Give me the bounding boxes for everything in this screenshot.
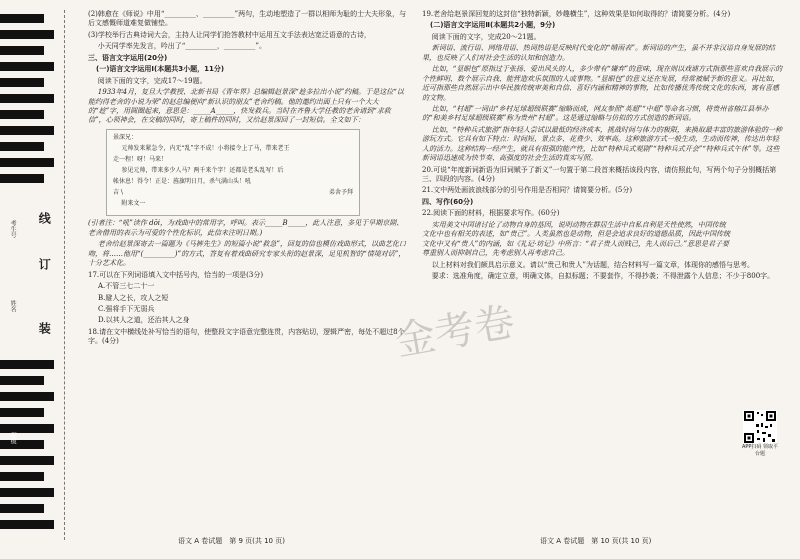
passage2-paragraph-2: 比如，“显眼包”原指过于张扬、爱出风头的人，多少带有“嫌弃”的意味，现在则以戏谑方式指那些喜欢自我展示的个性鲜明、数个展示自我、能营造欢乐氛围的人或事物。“显眼包”的意义还在发展，经常被赋予新的意义。再比如，近可指那些自然展示出中华民族传统审美和自信、喜好内涵和精神的事物，比如传播优秀传统文化的东西，寓有喜感的文物。: [422, 65, 783, 102]
field-exam-number: 考生号: [9, 220, 17, 238]
letter-attachment: 附来文一: [121, 200, 146, 208]
qr-code-icon: [743, 410, 777, 444]
binding-bar: [0, 174, 44, 183]
seal-line: 线: [37, 212, 52, 224]
binding-bar: [0, 488, 54, 497]
seal-bind: 订: [37, 258, 52, 270]
option-b: B.避人之长，攻人之短: [98, 293, 169, 302]
section-3-heading: 三、语言文字运用(20分): [88, 53, 168, 62]
material-paragraph-1: 实用美文中国诸讨论了动物自身的基因，说明动物在群居生活中自私自利是天性使然，中国传统文化中也有相关的表述，如“贵己”。人类虽然也是动物，但是会追求良好的道德品质，因此中国传统文化中又有“贵人”的内涵，如《礼记·坊记》中所言：“君子贵人而贱己，先人而后己。”意思是君子要尊重别人而抑制自己，先考虑别人再考虑自己。: [422, 220, 731, 258]
field-name: 姓名: [9, 300, 17, 312]
question-18: 18.请在文中横线处补写恰当的语句，使整段文字语意完整连贯，内容贴切，逻辑严密，每处不超过8个字。(4分): [88, 327, 405, 346]
binding-bar: [0, 472, 44, 481]
question-17: 17.可以在下列词语填入文中括号内，恰当的一项是(3分): [88, 270, 264, 279]
binding-bar: [0, 504, 44, 513]
binding-bar: [0, 14, 44, 23]
letter-signature: 弟舍予拜: [328, 189, 353, 197]
qr-caption: APP扫码 领取平台题: [741, 444, 779, 457]
binding-bar: [0, 30, 54, 39]
reading-instruction-2: 阅读下面的文字，完成20～21题。: [431, 32, 541, 41]
writing-requirements: 要求：选准角度，确定立意，明确文体，自拟标题；不要套作，不得抄袭；不得泄露个人信息；不少于800字。: [431, 271, 775, 280]
field-class: 班级: [9, 432, 17, 444]
passage-paragraph-1: 1933年4月，复旦大学教授、北新书局《青年界》总编辑赵景深“趁多拉出小说”约稿。于是这位“以能约得老舍的小说为荣”的赵总编便向“新认识的朋友”老舍约稿。他的邀约出面上只有一个大大的“趁”字，用圆圈起来，意思是：_____A_____，快发救兵。当时在齐鲁大学任教的老舍请到“求救信”，心领神会，在交稿的同时，寄上稿件的同时，又给赵景深回了一封短信。全文如下：: [88, 88, 404, 125]
cut-line: [64, 10, 65, 540]
letter-line: 帐休息！得令！正是：旌旗明日月，杀气满山头！吼: [113, 178, 252, 186]
letter-line-text: 吉 \: [113, 189, 123, 197]
question-22: 22.阅读下面的材料，根据要求写作。(60分): [422, 209, 560, 218]
subsection-1-heading: (一)语言文字运用Ⅰ(本题共3小题，11分): [96, 65, 225, 74]
question-21: 21.文中两处画波浪线部分的引号作用是否相同？请简要分析。(5分): [422, 186, 633, 195]
binding-bar: [0, 456, 54, 465]
option-a: A.不管三七二十一: [98, 282, 155, 291]
binding-bar: [0, 158, 54, 167]
question-16-3a: (3)学校举行古典诗词大会，主持人让同学们抢答教材中运用互文手法表达宽泛语意的古诗，: [88, 30, 371, 39]
qr-code[interactable]: [740, 410, 780, 458]
passage2-paragraph-4: 比如，“特种兵式旅游”指年轻人尝试以最低的经济成本，挑战时间与体力的极限，来换取最丰富的旅游体验的一种游玩方式。它具有如下特点：时间短、景点多、花费少、效率高。这种旅游方式一般生动，生动而传神，传达出年轻人的活力。这种结构一经产生，就具有很强的能产性，比如“特种兵式观剧”“特种兵式开会”“特种兵式午休”等。这些新词语迅速成为快节奏、高强度的社会生活的真实写照。: [422, 125, 782, 163]
question-16-2: (2)韩愈在《师说》中用“_________、_________”两句，生动地塑造了一群以相师为耻的士大夫形象，与后文感慨师道难复做铺垫。: [88, 10, 407, 28]
question-19: 19.老舍给赵景深回复的这封信“独特新颖，妙趣横生”，这种效果是如何取得的？请简要分析。(4分): [422, 10, 731, 18]
binding-margin: [0, 0, 78, 559]
page-9: [88, 10, 408, 530]
seal-install: 装: [37, 322, 52, 334]
option-c: C.强将手下无弱兵: [98, 304, 155, 313]
binding-bar: [0, 392, 54, 401]
letter-line: [113, 189, 353, 197]
letter-line: 元帅发来紧急令，内无“乱”字不成！小将接令上了马，带来老王: [121, 144, 290, 152]
editor-note: (引者注：“吼”读作 dōi，为戏曲中的常用字，呼叫。表示_____B_____，此人注意，多见于早期京剧、老舍借用的表示为可爱的个性化标识，此信未注明日期。): [88, 219, 404, 237]
binding-bar: [0, 78, 44, 87]
material-paragraph-2: 以上材料对我们颇具启示意义。请以“贵己和贵人”为话题，结合材料写一篇文章，体现你的感悟与思考。: [431, 260, 754, 269]
passage-paragraph-2: 老舍给赵景深寄去一篇题为《马裤先生》的短篇小说“救急”，回复的信也模仿戏曲形式，以曲艺化口吻，将……他用“(_________)”的方式，答复有着戏曲研究专家头衔的赵景深，足见机智的“情境对话”，十分艺术化。: [88, 240, 406, 268]
watermark: 金考卷: [391, 298, 519, 366]
binding-bar: [0, 94, 54, 103]
option-d: D.以其人之道，还治其人之身: [98, 316, 190, 325]
binding-bar: [0, 110, 44, 119]
binding-bar: [0, 440, 44, 449]
quoted-letter: [106, 129, 360, 217]
passage2-paragraph-3: 比如，“村超”一词由“乡村足球超级联赛”缩略而成，网友参照“英超”“中超”等命名习惯，将贵州省榕江县举办的“和美乡村足球超级联赛”称为贵州“村超”。这是通过缩略与仿拟的方式创造的新词语。: [422, 104, 769, 123]
footer-right-page-number: 语文 A 卷试题 第 10 页(共 10 页): [540, 537, 652, 545]
binding-bar: [0, 46, 44, 55]
passage2-paragraph-1: 新词语、流行语、网络用语、热词热语是反映时代变化的“晴雨表”。新词语的产生，虽不并非汉语自身发展的结果，也反映了人们对社会生活的认知和创造力。: [422, 44, 775, 62]
subsection-2-heading: (二)语言文字运用Ⅱ(本题共2小题，9分): [430, 21, 556, 30]
section-4-heading: 四、写作(60分): [422, 197, 474, 206]
binding-bar: [0, 360, 54, 369]
page-10: [422, 10, 784, 530]
letter-line: 走一程！呀！马来！: [113, 156, 168, 163]
binding-bar: [0, 408, 44, 417]
reading-instruction-1: 阅读下面的文字，完成17～19题。: [97, 76, 207, 85]
binding-bar: [0, 126, 54, 135]
letter-line: 参见元帅，带来多少人马？两千来个字！还都是老头乱写！后: [121, 167, 284, 175]
footer-left-page-number: 语文 A 卷试题 第 9 页(共 10 页): [178, 537, 285, 545]
binding-bar: [0, 376, 44, 385]
question-16-3b: 小天同学率先发言，吟出了“_________，_________”。: [97, 42, 266, 51]
binding-bar: [0, 142, 44, 151]
question-20: 20.可说“年度新词新语为旧词赋予了新义”一句置于第二段首来概括该段内容，请仿照此句，写两个句子分别概括第三、四段的内容。(4分): [422, 165, 777, 183]
binding-bar: [0, 62, 54, 71]
letter-salutation: 景深兄：: [113, 133, 138, 141]
binding-bar: [0, 520, 54, 529]
